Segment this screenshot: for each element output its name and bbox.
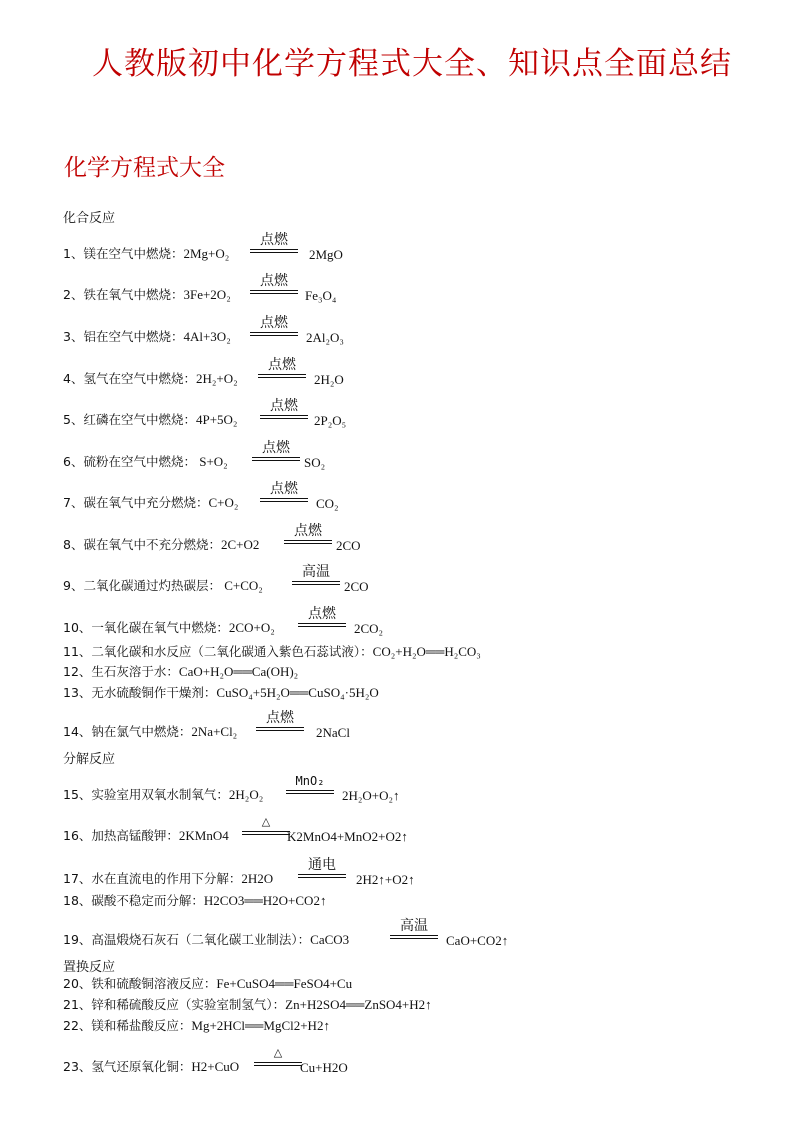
reaction-desc: 8、碳在氧气中不充分燃烧：: [63, 537, 221, 552]
reaction-desc: 4、氢气在空气中燃烧：: [63, 371, 196, 386]
reaction-lhs: C+O₂: [208, 495, 239, 510]
reaction-lhs: H2CO3══H2O+CO2↑: [203, 893, 327, 908]
reaction-desc: 17、水在直流电的作用下分解：: [63, 871, 242, 886]
equals-sign: [260, 498, 308, 502]
reaction-rhs: 2MgO: [309, 247, 343, 262]
equals-sign: [242, 831, 290, 835]
reaction-lhs: S+O₂: [195, 454, 228, 469]
reaction-rhs: 2CO: [336, 538, 361, 553]
reaction-line: [63, 244, 229, 264]
condition-label: 点燃: [260, 232, 288, 248]
reaction-lhs: Zn+H2SO4══ZnSO4+H2↑: [285, 997, 432, 1012]
equals-sign: [250, 290, 298, 294]
reaction-lhs: CO₂+H₂O══H₂CO₃: [372, 644, 481, 659]
condition-label: △: [261, 815, 271, 828]
reaction-condition: [298, 857, 346, 878]
reaction-rhs: 2H₂O+O₂↑: [342, 788, 400, 803]
reaction-line: [63, 1016, 330, 1036]
reaction-desc: 20、铁和硫酸铜溶液反应：: [63, 976, 217, 991]
reaction-line: [63, 618, 275, 638]
reaction-lhs: 2Na+Cl₂: [191, 724, 238, 739]
reaction-lhs: 4Al+3O₂: [183, 329, 231, 344]
reaction-line: [63, 930, 349, 950]
reaction-line: [63, 535, 259, 555]
reaction-rhs: Cu+H2O: [300, 1060, 348, 1075]
reaction-line: [63, 576, 263, 596]
reaction-condition: [260, 481, 308, 502]
reaction-line: [63, 493, 238, 513]
condition-label: 点燃: [270, 481, 298, 497]
reaction-condition: [258, 357, 306, 378]
reaction-rhs: 2H2↑+O2↑: [356, 872, 415, 887]
reaction-lhs: 4P+5O₂: [195, 412, 238, 427]
equals-sign: [390, 935, 438, 939]
reaction-rhs: 2Al₂O₃: [306, 330, 344, 345]
reaction-lhs: 2H2O: [241, 871, 274, 886]
reaction-lhs: CaO+H₂O══Ca(OH)₂: [178, 664, 299, 679]
equals-sign: [250, 249, 298, 253]
equals-sign: [292, 581, 340, 585]
reaction-condition: [242, 814, 290, 835]
equals-sign: [298, 874, 346, 878]
reaction-desc: 5、红磷在空气中燃烧：: [63, 412, 196, 427]
reaction-desc: 19、高温煅烧石灰石（二氧化碳工业制法）：: [63, 932, 311, 947]
reaction-desc: 18、碳酸不稳定而分解：: [63, 893, 204, 908]
reaction-condition: [250, 273, 298, 294]
reaction-rhs: CO₂: [316, 496, 339, 511]
equals-sign: [298, 623, 346, 627]
reaction-desc: 6、硫粉在空气中燃烧：: [63, 454, 196, 469]
reaction-condition: [256, 710, 304, 731]
condition-label: 点燃: [260, 273, 288, 289]
condition-label: 点燃: [262, 440, 290, 456]
reaction-line: [63, 410, 237, 430]
condition-label: 点燃: [268, 357, 296, 373]
reaction-lhs: 2C+O2: [220, 537, 260, 552]
reaction-lhs: 2CO+O₂: [228, 620, 275, 635]
section-label-combination: 化合反应: [63, 211, 116, 226]
reaction-desc: 11、二氧化碳和水反应（二氧化碳通入紫色石蕊试液）：: [63, 644, 373, 659]
equals-sign: [258, 374, 306, 378]
reaction-lhs: 2H₂+O₂: [195, 371, 238, 386]
reaction-desc: 15、实验室用双氧水制氧气：: [63, 787, 229, 802]
reaction-rhs: SO₂: [304, 455, 326, 470]
equals-sign: [256, 727, 304, 731]
reaction-line: [63, 995, 432, 1015]
reaction-condition: [250, 232, 298, 253]
condition-label: 点燃: [260, 315, 288, 331]
equals-sign: [250, 332, 298, 336]
reaction-desc: 13、无水硫酸铜作干燥剂：: [63, 685, 217, 700]
reaction-condition: [286, 773, 334, 794]
reaction-desc: 21、锌和稀硫酸反应（实验室制氢气）：: [63, 997, 286, 1012]
reaction-lhs: Fe+CuSO4══FeSO4+Cu: [216, 976, 353, 991]
condition-label: MnO₂: [295, 774, 325, 788]
condition-label: 通电: [308, 857, 336, 873]
reaction-line: [63, 642, 481, 662]
reaction-desc: 12、生石灰溶于水：: [63, 664, 179, 679]
reaction-line: [63, 683, 379, 703]
reaction-lhs: 2H₂O₂: [228, 787, 264, 802]
reaction-desc: 16、加热高锰酸钾：: [63, 828, 179, 843]
document-title: 人教版初中化学方程式大全、知识点全面总结: [92, 46, 732, 82]
equals-sign: [252, 457, 300, 461]
reaction-line: [63, 722, 237, 742]
reaction-line: [63, 452, 228, 472]
section-heading: 化学方程式大全: [64, 155, 225, 181]
reaction-condition: [250, 315, 298, 336]
reaction-line: [63, 662, 298, 682]
reaction-desc: 2、铁在氧气中燃烧：: [63, 287, 184, 302]
reaction-lhs: 2Mg+O₂: [183, 246, 230, 261]
reaction-condition: [260, 398, 308, 419]
reaction-lhs: Mg+2HCl══MgCl2+H2↑: [191, 1018, 330, 1033]
section-label-displacement: 置换反应: [63, 960, 116, 975]
reaction-line: [63, 869, 273, 889]
reaction-lhs: H2+CuO: [191, 1059, 240, 1074]
reaction-line: [63, 974, 352, 994]
reaction-lhs: CuSO₄+5H₂O══CuSO₄·5H₂O: [216, 685, 379, 700]
reaction-rhs: 2CO: [344, 579, 369, 594]
condition-label: 点燃: [294, 523, 322, 539]
reaction-rhs: 2CO₂: [354, 621, 384, 636]
condition-label: 点燃: [266, 710, 294, 726]
reaction-desc: 23、氢气还原氧化铜：: [63, 1059, 192, 1074]
reaction-line: [63, 369, 238, 389]
reaction-lhs: CaCO3: [310, 932, 350, 947]
reaction-rhs: 2P₂O₅: [314, 413, 347, 428]
reaction-lhs: C+CO₂: [220, 578, 263, 593]
reaction-rhs: CaO+CO2↑: [446, 933, 509, 948]
reaction-line: [63, 1057, 239, 1077]
reaction-line: [63, 826, 229, 846]
condition-label: 点燃: [308, 606, 336, 622]
reaction-condition: [254, 1045, 302, 1066]
reaction-condition: [284, 523, 332, 544]
reaction-condition: [298, 606, 346, 627]
section-label-decomposition: 分解反应: [63, 752, 116, 767]
condition-label: 点燃: [270, 398, 298, 414]
reaction-lhs: 3Fe+2O₂: [183, 287, 231, 302]
condition-label: △: [273, 1046, 283, 1059]
reaction-line: [63, 785, 263, 805]
equals-sign: [284, 540, 332, 544]
condition-label: 高温: [400, 918, 428, 934]
condition-label: 高温: [302, 564, 330, 580]
reaction-rhs: 2NaCl: [316, 725, 350, 740]
reaction-desc: 1、镁在空气中燃烧：: [63, 246, 184, 261]
equals-sign: [254, 1062, 302, 1066]
reaction-desc: 14、钠在氯气中燃烧：: [63, 724, 192, 739]
reaction-line: [63, 891, 326, 911]
reaction-line: [63, 327, 231, 347]
reaction-desc: 22、镁和稀盐酸反应：: [63, 1018, 192, 1033]
reaction-desc: 9、二氧化碳通过灼热碳层：: [63, 578, 221, 593]
reaction-lhs: 2KMnO4: [178, 828, 229, 843]
equals-sign: [260, 415, 308, 419]
equals-sign: [286, 790, 334, 794]
reaction-line: [63, 285, 231, 305]
reaction-condition: [390, 918, 438, 939]
reaction-rhs: Fe₃O₄: [305, 288, 337, 303]
reaction-condition: [252, 440, 300, 461]
reaction-desc: 10、一氧化碳在氧气中燃烧：: [63, 620, 229, 635]
reaction-desc: 7、碳在氧气中充分燃烧：: [63, 495, 209, 510]
reaction-rhs: 2H₂O: [314, 372, 344, 387]
reaction-rhs: K2MnO4+MnO2+O2↑: [287, 829, 408, 844]
reaction-condition: [292, 564, 340, 585]
reaction-desc: 3、铝在空气中燃烧：: [63, 329, 184, 344]
